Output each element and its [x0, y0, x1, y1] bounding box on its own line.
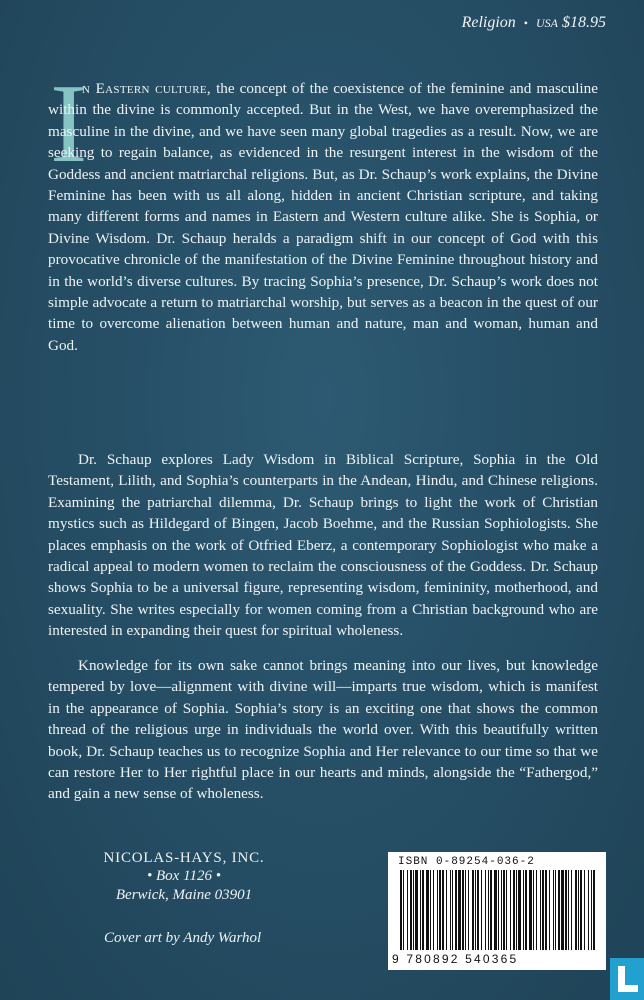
cover-art-credit: Cover art by Andy Warhol	[104, 930, 262, 946]
currency-label: USA	[536, 15, 558, 30]
barcode-bars	[398, 870, 596, 950]
blurb-paragraph-1-body: the concept of the coexistence of the feminine and masculine within the divine is commonly accepted. But in the West, we have overemphasized the masculine in the divine, and we have seen many global tragedies as a result. Now, we are seeking to regain balance, as evidenced in the resurgent interest in the wisdom of the Goddess and ancient matriarchal religions. But, as Dr. Schaup’s work explains, the Divine Feminine has been with us all along, hidden in ancient Christian scripture, and taking many different forms and names in Eastern and Western culture alike. She is Sophia, or Divine Wisdom. Dr. Schaup heralds a paradigm shift in our concept of God with this provocative chronicle of the manifestation of the Divine Feminine throughout history and in the world’s diverse cultures. By tracing Sophia’s presence, Dr. Schaup’s work does not simple advocate a return to matriarchal worship, but serves as a beacon in the quest of our time to overcome alienation between human and nature, man and woman, human and God.	[48, 80, 598, 354]
price-label: $18.95	[562, 14, 606, 31]
blurb-paragraph-1	[48, 78, 598, 356]
publisher-city: Berwick, Maine 03901	[115, 887, 253, 903]
drop-cap: I	[50, 62, 88, 186]
isbn-text: ISBN 0-89254-036-2	[398, 856, 535, 868]
site-logo-icon	[610, 958, 644, 1000]
publisher-box: • Box 1126 •	[147, 868, 221, 884]
publisher-name: NICOLAS-HAYS, INC.	[103, 850, 265, 866]
ean-number: 9 780892 540365	[392, 952, 519, 966]
publisher-block	[94, 850, 274, 905]
bullet-separator: •	[523, 15, 528, 30]
blurb-paragraph-3: Knowledge for its own sake cannot brings meaning into our lives, but knowledge tempered by love—alignment with divine will—imparts true wisdom, which is manifest in the appearance of Sophia. Sophia’s story is an exciting one that shows the common thread of the religious urge in individuals the world over. With this beautifully written book, Dr. Schaup teaches us to recognize Sophia and Her relevance to our time so that we can restore Her to Her rightful place in our hearts and minds, alongside the “Fathergod,” and gain a new sense of wholeness.	[48, 657, 598, 803]
category-price-line	[462, 14, 606, 32]
barcode-label	[388, 852, 606, 970]
blurb-paragraph-2: Dr. Schaup explores Lady Wisdom in Biblical Scripture, Sophia in the Old Testament, Lilith, and Sophia’s counterparts in the Andean, Hindu, and Chinese religions. Examining the patriarchal dilemma, Dr. Schaup brings to light the work of Christian mystics such as Hildegard of Bingen, Jacob Boehme, and the Russian Sophiologists. She places emphasis on the work of Otfried Eberz, a contemporary Sophiologist who make a radical appeal to modern women to reclaim the consciousness of the Goddess. Dr. Schaup shows Sophia to be a universal figure, representing wisdom, femininity, motherhood, and sexuality. She writes especially for women coming from a Christian background who are interested in expanding their quest for spiritual wholeness.	[48, 451, 598, 640]
category-label: Religion	[461, 14, 516, 31]
blurb-lead-in: n Eastern culture,	[82, 80, 212, 97]
